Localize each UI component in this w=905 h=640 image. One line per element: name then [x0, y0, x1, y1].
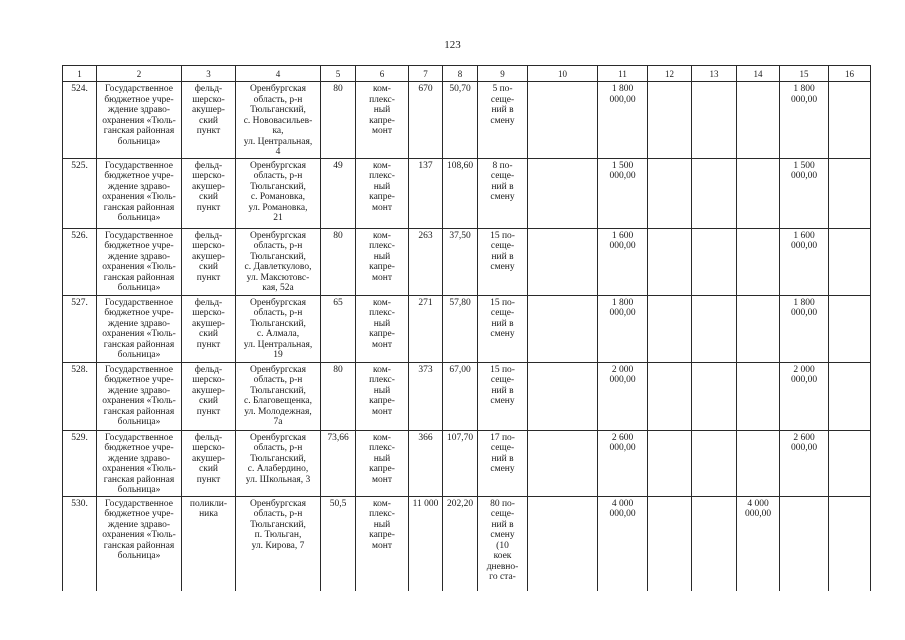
- institution-cell: Государственное бюджетное учре- ждение здраво- охранения «Тюль- ганская районная больница»: [97, 496, 182, 591]
- column-header-14: 14: [737, 66, 780, 82]
- col10-cell: [528, 496, 598, 591]
- col16-cell: [829, 228, 871, 295]
- work-type-cell: ком- плекс- ный капре- монт: [356, 158, 409, 228]
- table-header-row: [63, 66, 871, 82]
- institution-cell: Государственное бюджетное учре- ждение здраво- охранения «Тюль- ганская районная больница»: [97, 362, 182, 430]
- col10-cell: [528, 430, 598, 496]
- col16-cell: [829, 496, 871, 591]
- col11-amount-cell: 2 600 000,00: [598, 430, 648, 496]
- facility-type-cell: поликли- ника: [182, 496, 236, 591]
- col15-amount-cell: [780, 496, 829, 591]
- col14-amount-cell: [737, 82, 780, 159]
- col15-amount-cell: 1 800 000,00: [780, 82, 829, 159]
- column-header-12: 12: [648, 66, 692, 82]
- address-cell: Оренбургская область, р-н Тюльганский, с. Благовещенка, ул. Молодежная, 7а: [236, 362, 321, 430]
- row-number-cell: 530.: [63, 496, 97, 591]
- column-header-7: 7: [409, 66, 443, 82]
- col12-cell: [648, 430, 692, 496]
- column-header-5: 5: [321, 66, 356, 82]
- address-cell: Оренбургская область, р-н Тюльганский, п. Тюльган, ул. Кирова, 7: [236, 496, 321, 591]
- column-header-13: 13: [692, 66, 737, 82]
- col8-value-cell: 107,70: [443, 430, 478, 496]
- column-header-15: 15: [780, 66, 829, 82]
- institution-cell: Государственное бюджетное учре- ждение здраво- охранения «Тюль- ганская районная больница»: [97, 228, 182, 295]
- col5-value-cell: 80: [321, 228, 356, 295]
- column-header-16: 16: [829, 66, 871, 82]
- facility-type-cell: фельд- шерско- акушер- ский пункт: [182, 228, 236, 295]
- capacity-cell: 15 по- сеще- ний в смену: [478, 228, 528, 295]
- col5-value-cell: 49: [321, 158, 356, 228]
- col16-cell: [829, 430, 871, 496]
- col8-value-cell: 202,20: [443, 496, 478, 591]
- table-row: [63, 295, 871, 362]
- col7-value-cell: 11 000: [409, 496, 443, 591]
- col13-cell: [692, 295, 737, 362]
- col7-value-cell: 670: [409, 82, 443, 159]
- col12-cell: [648, 82, 692, 159]
- col11-amount-cell: 2 000 000,00: [598, 362, 648, 430]
- col10-cell: [528, 228, 598, 295]
- col11-amount-cell: 1 500 000,00: [598, 158, 648, 228]
- col10-cell: [528, 158, 598, 228]
- facility-type-cell: фельд- шерско- акушер- ский пункт: [182, 295, 236, 362]
- row-number-cell: 526.: [63, 228, 97, 295]
- col15-amount-cell: 1 800 000,00: [780, 295, 829, 362]
- data-table: [62, 65, 871, 591]
- col16-cell: [829, 295, 871, 362]
- col13-cell: [692, 228, 737, 295]
- facility-type-cell: фельд- шерско- акушер- ский пункт: [182, 158, 236, 228]
- col12-cell: [648, 158, 692, 228]
- col8-value-cell: 67,00: [443, 362, 478, 430]
- work-type-cell: ком- плекс- ный капре- монт: [356, 362, 409, 430]
- col13-cell: [692, 362, 737, 430]
- table-row: [63, 228, 871, 295]
- col15-amount-cell: 1 600 000,00: [780, 228, 829, 295]
- work-type-cell: ком- плекс- ный капре- монт: [356, 295, 409, 362]
- col11-amount-cell: 1 800 000,00: [598, 82, 648, 159]
- row-number-cell: 527.: [63, 295, 97, 362]
- col5-value-cell: 80: [321, 82, 356, 159]
- col11-amount-cell: 4 000 000,00: [598, 496, 648, 591]
- col14-amount-cell: [737, 430, 780, 496]
- capacity-cell: 8 по- сеще- ний в смену: [478, 158, 528, 228]
- col13-cell: [692, 496, 737, 591]
- col5-value-cell: 50,5: [321, 496, 356, 591]
- col16-cell: [829, 362, 871, 430]
- col5-value-cell: 65: [321, 295, 356, 362]
- institution-cell: Государственное бюджетное учре- ждение здраво- охранения «Тюль- ганская районная больница»: [97, 430, 182, 496]
- col14-amount-cell: [737, 228, 780, 295]
- column-header-6: 6: [356, 66, 409, 82]
- capacity-cell: 15 по- сеще- ний в смену: [478, 295, 528, 362]
- page-number: 123: [444, 39, 461, 51]
- col8-value-cell: 108,60: [443, 158, 478, 228]
- capacity-cell: 17 по- сеще- ний в смену: [478, 430, 528, 496]
- col14-amount-cell: [737, 295, 780, 362]
- col15-amount-cell: 1 500 000,00: [780, 158, 829, 228]
- address-cell: Оренбургская область, р-н Тюльганский, с. Алмала, ул. Центральная, 19: [236, 295, 321, 362]
- col10-cell: [528, 82, 598, 159]
- column-header-2: 2: [97, 66, 182, 82]
- col7-value-cell: 263: [409, 228, 443, 295]
- col16-cell: [829, 158, 871, 228]
- col12-cell: [648, 295, 692, 362]
- col16-cell: [829, 82, 871, 159]
- col14-amount-cell: 4 000 000,00: [737, 496, 780, 591]
- column-header-10: 10: [528, 66, 598, 82]
- col13-cell: [692, 82, 737, 159]
- capacity-cell: 5 по- сеще- ний в смену: [478, 82, 528, 159]
- address-cell: Оренбургская область, р-н Тюльганский, с. Романовка, ул. Романовка, 21: [236, 158, 321, 228]
- table-row: [63, 158, 871, 228]
- row-number-cell: 524.: [63, 82, 97, 159]
- col11-amount-cell: 1 800 000,00: [598, 295, 648, 362]
- column-header-8: 8: [443, 66, 478, 82]
- col15-amount-cell: 2 000 000,00: [780, 362, 829, 430]
- col10-cell: [528, 362, 598, 430]
- row-number-cell: 525.: [63, 158, 97, 228]
- col8-value-cell: 57,80: [443, 295, 478, 362]
- col5-value-cell: 80: [321, 362, 356, 430]
- table-row: [63, 496, 871, 591]
- col14-amount-cell: [737, 362, 780, 430]
- institution-cell: Государственное бюджетное учре- ждение здраво- охранения «Тюль- ганская районная больница»: [97, 295, 182, 362]
- column-header-9: 9: [478, 66, 528, 82]
- facility-type-cell: фельд- шерско- акушер- ский пункт: [182, 430, 236, 496]
- col14-amount-cell: [737, 158, 780, 228]
- col11-amount-cell: 1 600 000,00: [598, 228, 648, 295]
- col7-value-cell: 137: [409, 158, 443, 228]
- capacity-cell: 15 по- сеще- ний в смену: [478, 362, 528, 430]
- table-row: [63, 430, 871, 496]
- work-type-cell: ком- плекс- ный капре- монт: [356, 496, 409, 591]
- col13-cell: [692, 158, 737, 228]
- col12-cell: [648, 228, 692, 295]
- col15-amount-cell: 2 600 000,00: [780, 430, 829, 496]
- work-type-cell: ком- плекс- ный капре- монт: [356, 430, 409, 496]
- col12-cell: [648, 362, 692, 430]
- facility-type-cell: фельд- шерско- акушер- ский пункт: [182, 82, 236, 159]
- col5-value-cell: 73,66: [321, 430, 356, 496]
- row-number-cell: 528.: [63, 362, 97, 430]
- col12-cell: [648, 496, 692, 591]
- capacity-cell: 80 по- сеще- ний в смену (10 коек дневно- го ста-: [478, 496, 528, 591]
- address-cell: Оренбургская область, р-н Тюльганский, с. Давлеткулово, ул. Максютовс- кая, 52а: [236, 228, 321, 295]
- table-row: [63, 82, 871, 159]
- institution-cell: Государственное бюджетное учре- ждение здраво- охранения «Тюль- ганская районная больница»: [97, 158, 182, 228]
- institution-cell: Государственное бюджетное учре- ждение здраво- охранения «Тюль- ганская районная больница»: [97, 82, 182, 159]
- col7-value-cell: 271: [409, 295, 443, 362]
- address-cell: Оренбургская область, р-н Тюльганский, с. Алабердино, ул. Школьная, 3: [236, 430, 321, 496]
- col8-value-cell: 37,50: [443, 228, 478, 295]
- column-header-1: 1: [63, 66, 97, 82]
- col7-value-cell: 366: [409, 430, 443, 496]
- facility-type-cell: фельд- шерско- акушер- ский пункт: [182, 362, 236, 430]
- work-type-cell: ком- плекс- ный капре- монт: [356, 82, 409, 159]
- col7-value-cell: 373: [409, 362, 443, 430]
- row-number-cell: 529.: [63, 430, 97, 496]
- col8-value-cell: 50,70: [443, 82, 478, 159]
- column-header-4: 4: [236, 66, 321, 82]
- column-header-11: 11: [598, 66, 648, 82]
- address-cell: Оренбургская область, р-н Тюльганский, с. Нововасильев- ка, ул. Центральная, 4: [236, 82, 321, 159]
- col10-cell: [528, 295, 598, 362]
- col13-cell: [692, 430, 737, 496]
- column-header-3: 3: [182, 66, 236, 82]
- table-row: [63, 362, 871, 430]
- work-type-cell: ком- плекс- ный капре- монт: [356, 228, 409, 295]
